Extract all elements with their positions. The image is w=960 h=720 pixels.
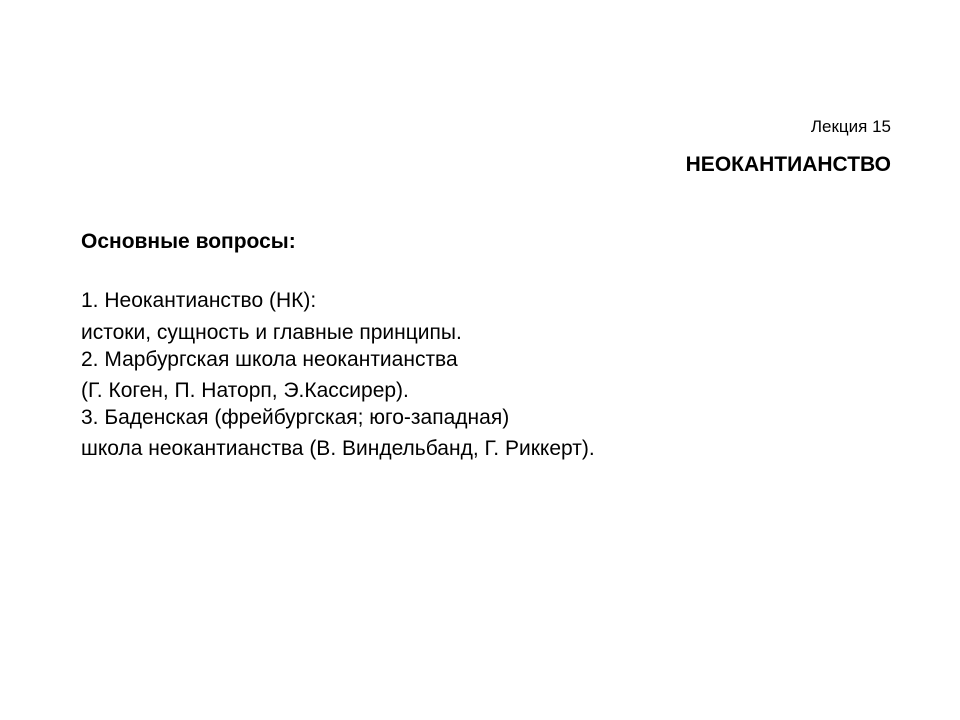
question-line: 3. Баденская (фрейбургская; юго-западная) [81,406,510,429]
question-line: (Г. Коген, П. Наторп, Э.Кассирер). [81,379,409,402]
question-line: 1. Неокантианство (НК): [81,289,317,312]
question-line: 2. Марбургская школа неокантианства [81,348,458,371]
lecture-number: Лекция 15 [810,117,891,136]
question-line: истоки, сущность и главные принципы. [81,321,462,344]
questions-list [81,288,595,462]
questions-heading: Основные вопросы: [81,230,296,253]
question-line: школа неокантианства (В. Виндельбанд, Г. Риккерт). [81,437,595,460]
lecture-title: НЕОКАНТИАНСТВО [685,153,891,176]
